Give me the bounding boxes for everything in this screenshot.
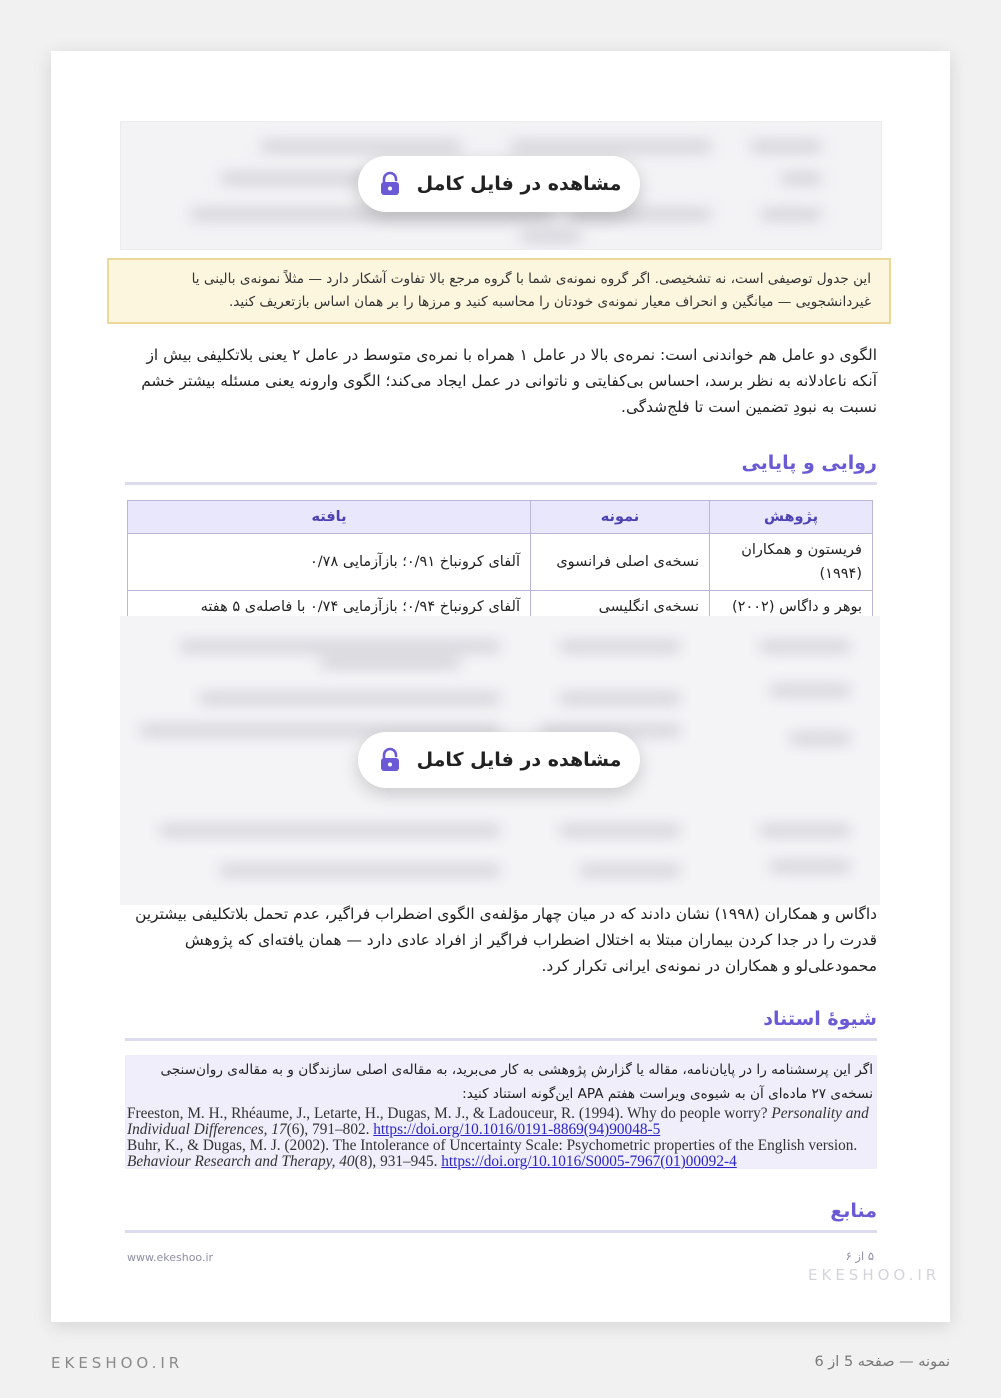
table-cell: آلفای کرونباخ ۰/۹۴؛ بازآزمایی ۰/۷۴ با فاصله‌ی ۵ هفته: [128, 591, 531, 624]
footer-page-number: ۵ از ۶: [845, 1249, 874, 1263]
reference-text: (6), 791–802.: [286, 1121, 374, 1138]
dugas-findings-paragraph: داگاس و همکاران (۱۹۹۸) نشان دادند که در میان چهار مؤلفه‌ی الگوی اضطراب فراگیر، عدم تحمل بلاتکلیفی بیشترین قدرت را در جدا کردن بیماران مبتلا به اختلال اضطراب فراگیر از افراد عادی دارد — همان یافته‌ای که پژوهش محمودعلی‌لو و همکاران در نمونه‌ی ایرانی تکرار کرد.: [135, 905, 877, 975]
section-heading-sources: منابع: [125, 1200, 877, 1233]
table-cell: فریستون و همکاران (۱۹۹۴): [710, 534, 873, 591]
section-heading-citation: شیوهٔ استناد: [125, 1008, 877, 1041]
view-full-file-label: مشاهده در فایل کامل: [416, 173, 622, 195]
reference-text: Freeston, M. H., Rhéaume, J., Letarte, H., Dugas, M. J., & Ladouceur, R. (1994). Why do people worry?: [127, 1105, 772, 1122]
citation-box: [125, 1055, 877, 1169]
footer-watermark: EKESHOO.IR: [808, 1266, 941, 1284]
citation-intro: اگر این پرسشنامه را در پایان‌نامه، مقاله یا گزارش پژوهشی به کار می‌برید، به مقاله‌ی اصلی سازندگان و به مقاله‌ی روان‌سنجی نسخه‌ی ۲۷ ماده‌ای آن به شیوه‌ی ویراست هفتم APA این‌گونه استناد کنید:: [160, 1062, 873, 1102]
site-watermark: EKESHOO.IR: [51, 1354, 184, 1372]
doi-link[interactable]: https://doi.org/10.1016/0191-8869(94)90048-5: [373, 1121, 661, 1138]
table-cell: آلفای کرونباخ ۰/۹۱؛ بازآزمایی ۰/۷۸: [128, 534, 531, 591]
factor-pattern-paragraph: الگوی دو عامل هم خواندنی است: نمره‌ی بالا در عامل ۱ همراه با نمره‌ی متوسط در عامل ۲ یعنی بلاتکلیفی بیش از آنکه ناعادلانه به نظر برسد، احساس بی‌کفایتی و ناتوانی در عمل ایجاد می‌کند؛ الگوی وارونه یعنی مسئله بیشتر خشم نسبت به نبودِ تضمین است تا فلج‌شدگی.: [141, 346, 877, 416]
table-row: [128, 534, 873, 591]
reference-journal: Behaviour Research and Therapy, 40: [127, 1153, 355, 1170]
table-cell: بوهر و داگاس (۲۰۰۲): [710, 591, 873, 624]
reference-entry: [127, 1106, 875, 1138]
reference-text: (8), 931–945.: [354, 1153, 442, 1170]
note-text: این جدول توصیفی است، نه تشخیصی. اگر گروه نمونه‌ی شما با گروه مرجع بالا تفاوت آشکار دارد — مثلاً نمونه‌ی بالینی یا غیردانشجویی — میانگین و انحراف معیار نمونه‌ی خودتان را محاسبه کنید و مرزها را بر همان اساس بازتعریف کنید.: [191, 271, 871, 310]
table-cell: نسخه‌ی انگلیسی: [531, 591, 710, 624]
unlock-icon: [377, 747, 403, 773]
section-heading-validity: روایی و پایایی: [125, 452, 877, 485]
view-full-file-button[interactable]: [358, 156, 640, 212]
view-full-file-label: مشاهده در فایل کامل: [416, 749, 622, 771]
sample-page-label: نمونه — صفحه 5 از 6: [814, 1354, 950, 1370]
reference-text: Buhr, K., & Dugas, M. J. (2002). The Intolerance of Uncertainty Scale: Psychometric properties of the English version.: [127, 1137, 858, 1154]
footer-site-url[interactable]: www.ekeshoo.ir: [127, 1251, 214, 1264]
column-header-sample: نمونه: [531, 501, 710, 534]
reference-list: [127, 1106, 875, 1170]
column-header-study: پژوهش: [710, 501, 873, 534]
reliability-table: [127, 500, 873, 624]
view-full-file-button[interactable]: [358, 732, 640, 788]
table-cell: نسخه‌ی اصلی فرانسوی: [531, 534, 710, 591]
column-header-finding: یافته: [128, 501, 531, 534]
table-header-row: [128, 501, 873, 534]
reference-journal: Personality and Individual Differences, 17: [127, 1105, 869, 1138]
descriptive-note: [107, 258, 891, 324]
reference-entry: [127, 1138, 875, 1170]
document-page: [51, 51, 950, 1322]
doi-link[interactable]: https://doi.org/10.1016/S0005-7967(01)00092-4: [441, 1153, 737, 1170]
unlock-icon: [377, 171, 403, 197]
